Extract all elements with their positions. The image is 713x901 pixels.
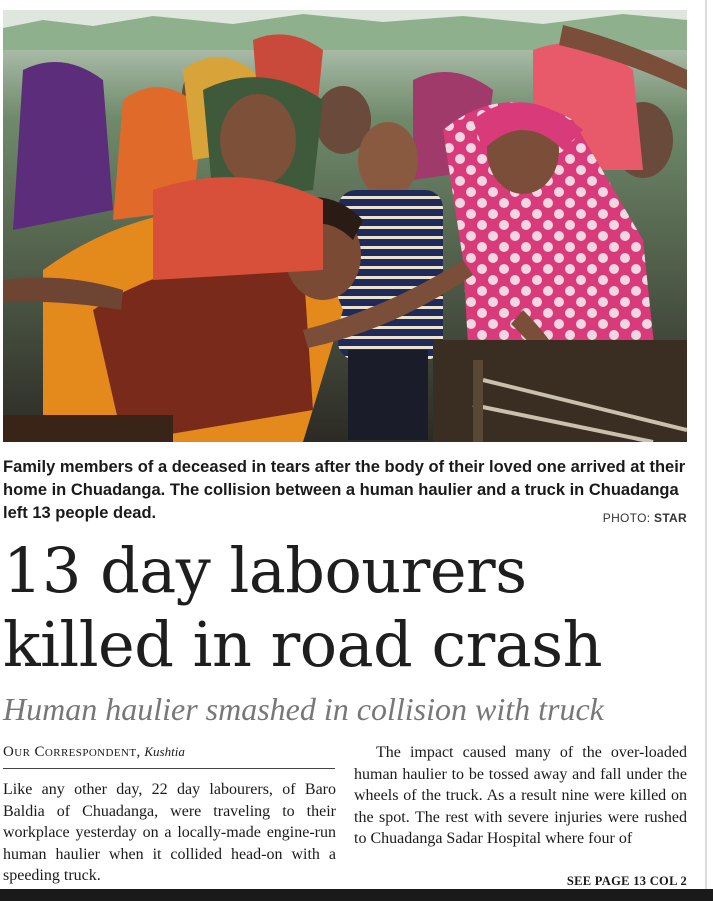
continued-link[interactable]: SEE PAGE 13 COL 2 xyxy=(566,874,687,888)
body-column-right: The impact caused many of the over-loaded human haulier to be tossed away and fall under the wheels of the truck. As a result nine were killed on the spot. The rest with severe injuries were rushed to Chuadanga Sadar Hospital where four of xyxy=(354,744,687,847)
photo-credit xyxy=(603,511,687,525)
column-divider xyxy=(705,0,707,889)
photo-credit-prefix: PHOTO: xyxy=(602,511,655,525)
byline-rule xyxy=(3,768,335,769)
page-edge xyxy=(0,889,713,901)
headline: 13 day labourers killed in road crash xyxy=(3,534,603,681)
news-photo xyxy=(3,10,687,442)
byline-place: Kushtia xyxy=(144,744,185,759)
photo-credit-source: STAR xyxy=(654,511,687,525)
subhead: Human haulier smashed in collision with truck xyxy=(3,691,604,727)
body-column-left: Like any other day, 22 day labourers, of Baro Baldia of Chuadanga, were traveling to their workplace yesterday on a locally-made engine-run human haulier when it collided head-on with a speeding truck. xyxy=(3,781,336,884)
byline xyxy=(3,744,185,761)
photo-caption: Family members of a deceased in tears after the body of their loved one arrived at their home in Chuadanga. The collision between a human haulier and a truck in Chuadanga left 13 people dead. xyxy=(3,458,686,522)
byline-name: Our Correspondent, xyxy=(3,744,141,760)
